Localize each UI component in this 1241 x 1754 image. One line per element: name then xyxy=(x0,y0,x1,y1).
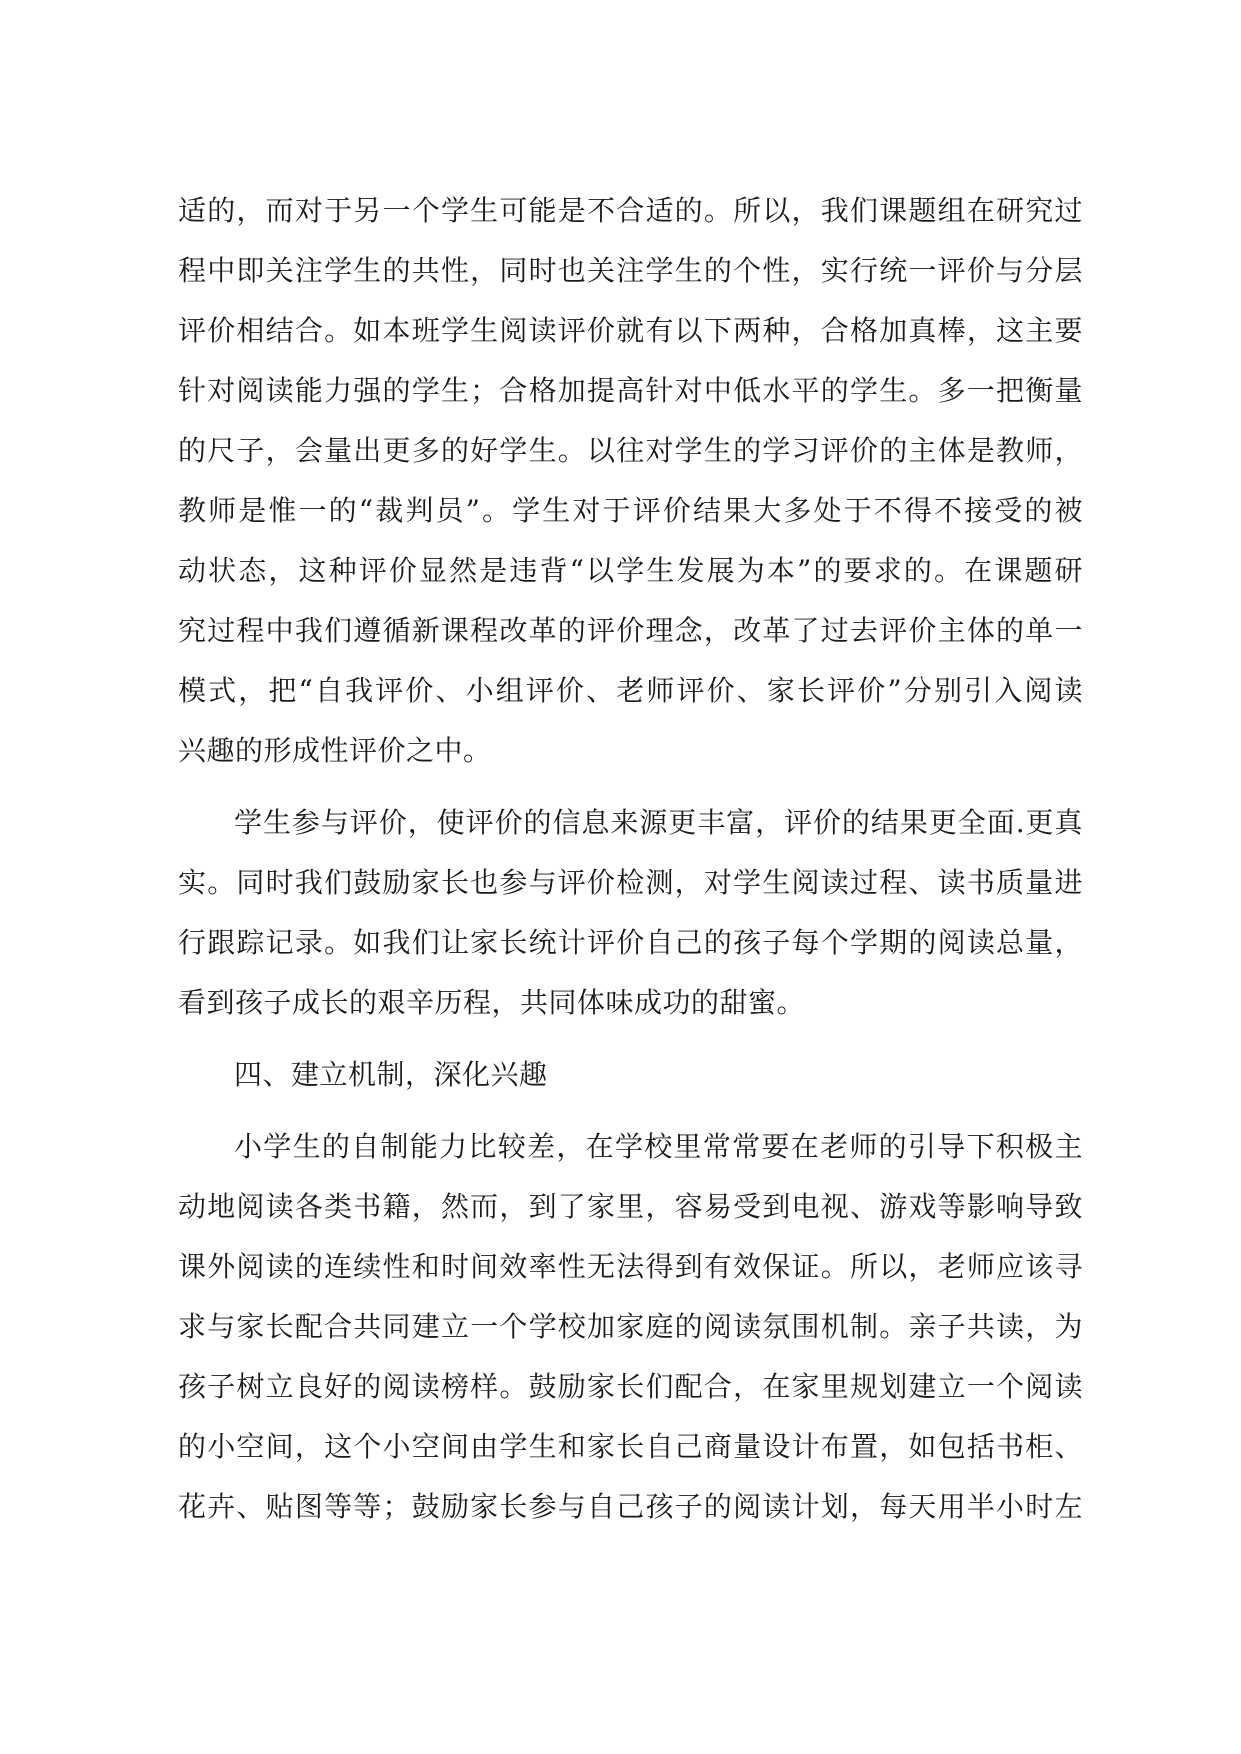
text-line: 究过程中我们遵循新课程改革的评价理念，改革了过去评价主体的单一 xyxy=(178,614,1083,647)
text-line: 模式，把“自我评价、小组评价、老师评价、家长评价”分别引入阅读 xyxy=(178,674,1083,707)
text-line: 教师是惟一的“裁判员”。学生对于评价结果大多处于不得不接受的被 xyxy=(178,494,1083,527)
text-line: 花卉、贴图等等；鼓励家长参与自己孩子的阅读计划，每天用半小时左 xyxy=(178,1490,1083,1523)
text-line: 动地阅读各类书籍，然而，到了家里，容易受到电视、游戏等影响导致 xyxy=(178,1190,1083,1223)
text-line: 程中即关注学生的共性，同时也关注学生的个性，实行统一评价与分层 xyxy=(178,254,1083,287)
text-line: 孩子树立良好的阅读榜样。鼓励家长们配合，在家里规划建立一个阅读 xyxy=(178,1370,1083,1403)
text-line: 课外阅读的连续性和时间效率性无法得到有效保证。所以，老师应该寻 xyxy=(178,1250,1083,1283)
section-heading-text: 四、建立机制，深化兴趣 xyxy=(234,1058,548,1091)
text-line: 看到孩子成长的艰辛历程，共同体味成功的甜蜜。 xyxy=(178,986,806,1019)
text-line: 小学生的自制能力比较差，在学校里常常要在老师的引导下积极主 xyxy=(234,1130,1083,1163)
text-line: 的小空间，这个小空间由学生和家长自己商量设计布置，如包括书柜、 xyxy=(178,1430,1083,1463)
text-line: 适的，而对于另一个学生可能是不合适的。所以，我们课题组在研究过 xyxy=(178,194,1083,227)
paragraph-evaluation-subjects xyxy=(178,181,1083,781)
text-line: 动状态，这种评价显然是违背“以学生发展为本”的要求的。在课题研 xyxy=(178,554,1083,587)
paragraph-reading-mechanism xyxy=(178,1117,1083,1537)
text-line: 求与家长配合共同建立一个学校加家庭的阅读氛围机制。亲子共读，为 xyxy=(178,1310,1083,1343)
text-line: 评价相结合。如本班学生阅读评价就有以下两种，合格加真棒，这主要 xyxy=(178,314,1083,347)
section-heading xyxy=(178,1045,1083,1105)
text-line: 行跟踪记录。如我们让家长统计评价自己的孩子每个学期的阅读总量， xyxy=(178,926,1083,959)
text-line: 针对阅读能力强的学生；合格加提高针对中低水平的学生。多一把衡量 xyxy=(178,374,1083,407)
text-line: 学生参与评价，使评价的信息来源更丰富，评价的结果更全面.更真 xyxy=(234,806,1083,839)
text-line: 实。同时我们鼓励家长也参与评价检测，对学生阅读过程、读书质量进 xyxy=(178,866,1083,899)
paragraph-gap xyxy=(178,1033,1083,1045)
text-line: 的尺子，会量出更多的好学生。以往对学生的学习评价的主体是教师， xyxy=(178,434,1083,467)
paragraph-gap xyxy=(178,781,1083,793)
document-body xyxy=(178,181,1083,1537)
text-line: 兴趣的形成性评价之中。 xyxy=(178,734,492,767)
paragraph-gap xyxy=(178,1105,1083,1117)
paragraph-student-participation xyxy=(178,793,1083,1033)
